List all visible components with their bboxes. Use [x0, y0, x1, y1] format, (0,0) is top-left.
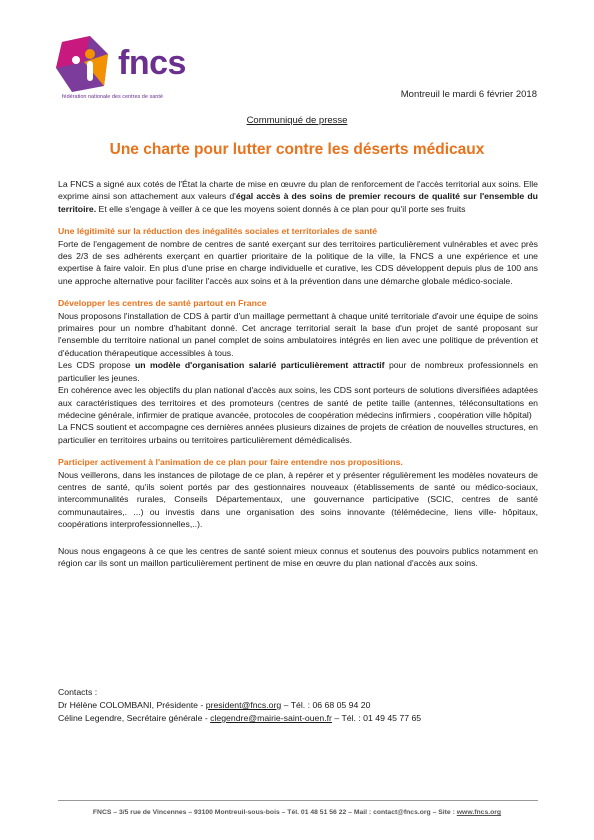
contact-president-email-link[interactable]: president@fncs.org: [205, 700, 282, 710]
contact-secretary-email-link[interactable]: clegendre@mairie-saint-ouen.fr: [210, 713, 332, 723]
contact-president-tel: – Tél. : 06 68 05 94 20: [281, 700, 371, 710]
page-footer: [0, 809, 594, 816]
contact-secretary: [58, 712, 421, 725]
document-body: [58, 178, 538, 569]
closing-paragraph: Nous nous engageons à ce que les centres de santé soient mieux connus et soutenus des pouvoirs publics notamment en région car ils sont un maillon particulièrement pertinent de mise en œuvre du plan national d'accès aux soins.: [58, 545, 538, 568]
section3-heading: Participer activement à l'animation de ce plan pour faire entendre nos propositions.: [58, 457, 403, 468]
logo-tagline: fédération nationale des centres de santé: [62, 94, 163, 100]
section2-paragraph-1: Nous proposons l'installation de CDS à partir d'un maillage permettant à chaque unité territoriale d'avoir une équipe de soins primaires pour un nombre d'habitant donné. Cet ancrage territorial serait la base d'un projet de santé proposant sur l'ensemble du territoire national un panel complet de soins ambulatoires intégrés en lien avec une politique de prévention et d'éducation thérapeutique accessibles à tous.: [58, 310, 538, 358]
footer-site-link[interactable]: www.fncs.org: [456, 809, 502, 816]
document-title: Une charte pour lutter contre les déserts médicaux: [109, 141, 485, 158]
contact-president: [58, 699, 421, 712]
section2-p2-bold: un modèle d'organisation salarié particulièrement attractif: [134, 360, 385, 371]
intro-bold: égal accès à des soins de premier recours de qualité sur l'ensemble du territoire.: [58, 191, 538, 214]
dateline: Montreuil le mardi 6 février 2018: [400, 89, 537, 100]
intro-text-2: Et elle s'engage à veiller à ce que les moyens soient donnés à ce plan pour qu'il porte ses fruits: [96, 203, 466, 214]
press-release-label: Communiqué de presse: [246, 115, 348, 126]
contacts-label: Contacts :: [58, 687, 98, 697]
contact-secretary-tel: – Tél. : 01 49 45 77 65: [331, 713, 422, 723]
contact-secretary-name: Céline Legendre, Secrétaire générale -: [58, 713, 211, 723]
section2-heading: Développer les centres de santé partout en France: [58, 298, 267, 309]
intro-text-1: La FNCS a signé aux cotés de l'État la charte de mise en œuvre du plan de renforcement de l'accès territorial aux soins. Elle exprime ainsi son attachement aux valeurs d': [58, 179, 538, 202]
logo-wordmark: fncs: [118, 44, 186, 82]
contacts-block: [58, 686, 421, 725]
section3-paragraph: Nous veillerons, dans les instances de pilotage de ce plan, à repérer et y présenter régulièrement les modèles novateurs de centres de santé, qu'ils soient portés par des gestionnaires nouveaux (établissements de santé ou médico-sociaux, intercommunalités rurales, Conseils Départementaux, une gouvernance participative (SCIC, centres de santé communautaires,. ...) ou investis dans une organisation des soins innovante (télémédecine, liens ville- hôpitaux, coopérations interprofessionnelles,..).: [58, 469, 538, 530]
section2-p2-text-2: pour de nombreux professionnels en particulier les jeunes.: [58, 360, 538, 383]
section2-paragraph-4: La FNCS soutient et accompagne ces dernières années plusieurs dizaines de projets de création de nouvelles structures, en particulier en territoires urbains ou territoires particulièrement démédicalisés.: [58, 422, 538, 445]
section1-heading: Une légitimité sur la réduction des inégalités sociales et territoriales de santé: [58, 226, 378, 237]
section2-p2-text-1: Les CDS propose: [58, 360, 135, 371]
section2-paragraph-3: En cohérence avec les objectifs du plan national d'accès aux soins, les CDS sont porteurs de solutions diversifiées adaptées aux caractéristiques des territoires et des promoteurs (centres de santé de petite taille (antennes, téléconsultations en médecine générale, infirmier de pratique avancée, protocoles de coopération médecins infirmiers , coopération ville hôpital): [58, 385, 538, 420]
logo-emblem-icon: [54, 34, 124, 96]
footer-divider: [58, 800, 538, 801]
footer-text: FNCS – 3/5 rue de Vincennes – 93100 Montreuil-sous-bois – Tél. 01 48 51 56 22 – Mail : contact@fncs.org – Site :: [92, 809, 457, 816]
intro-paragraph: [58, 178, 538, 215]
contact-president-name: Dr Hélène COLOMBANI, Présidente -: [58, 700, 206, 710]
section1-paragraph: Forte de l'engagement de nombre de centres de santé exerçant sur des territoires particulièrement vulnérables et avec près des 2/3 de ses adhérents exerçant en quartier prioritaire de la politique de la ville, la FNCS a une expérience et une expertise à faire valoir. En plus d'une prise en charge individuelle et curative, les CDS développent depuis plus de 100 ans une approche alternative pour faciliter l'accès aux soins et à la prévention dans une démarche globale médico-sociale.: [58, 238, 538, 286]
section2-paragraph-2: [58, 359, 538, 384]
fncs-logo: [54, 34, 204, 106]
